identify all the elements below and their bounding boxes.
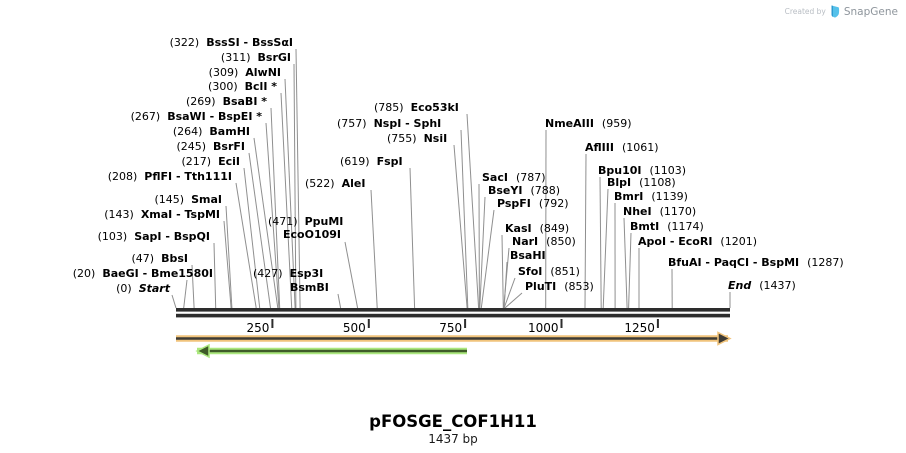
site-label-ecii: (217) EciI (181, 155, 240, 168)
site-label-start: (0) Start (116, 282, 170, 295)
connector-line (461, 130, 468, 308)
site-label-bmti: BmtI (1174) (630, 220, 704, 233)
connector-line (480, 197, 485, 308)
connector-line (624, 218, 627, 308)
site-label-sapi-bspqi: (103) SapI - BspQI (97, 230, 210, 243)
connector-line (629, 233, 631, 308)
site-label-bsrgi: (311) BsrGI (220, 51, 291, 64)
plasmid-name: pFOSGE_COF1H11 (369, 412, 537, 431)
reverse-strand-arrow-head (197, 345, 209, 357)
site-label-bcli: (300) BclI * (208, 80, 277, 93)
site-label-esp3i: (427) Esp3I (253, 267, 324, 280)
connector-line (345, 242, 358, 308)
sequence-line (176, 308, 730, 312)
ruler-number-1250: 1250 (624, 321, 655, 335)
connector-line (338, 294, 341, 308)
connector-line (410, 168, 415, 308)
snapgene-brand-text: SnapGene (843, 5, 898, 18)
connector-line (467, 114, 479, 308)
site-label-bseyi: BseYI (788) (488, 184, 561, 197)
connector-line (184, 280, 187, 308)
site-label-bsabi: (269) BsaBI * (185, 95, 267, 108)
site-label-baegi-bme1580i: (20) BaeGI - Bme1580I (72, 267, 213, 280)
connector-line (600, 177, 601, 308)
site-label-nspi-sphi: (757) NspI - SphI (337, 117, 442, 130)
forward-strand-arrow-head (718, 333, 730, 345)
connector-line (371, 190, 377, 308)
site-label-bpu10i: Bpu10I (1103) (598, 164, 687, 177)
site-label-sfoi: SfoI (851) (518, 265, 580, 278)
site-label-ppumi: (471) PpuMI (268, 215, 344, 228)
site-label-afliii: AflIII (1061) (585, 141, 659, 154)
site-label-bfuai-paqci-bspmi: BfuAI - PaqCI - BspMI (1287) (668, 256, 844, 269)
site-label-fspi: (619) FspI (340, 155, 403, 168)
sequence-line (176, 314, 730, 318)
site-label-saci: SacI (787) (482, 171, 546, 184)
site-label-pspfi: PspFI (792) (497, 197, 569, 210)
site-label-pluti: PluTI (853) (525, 280, 594, 293)
site-label-bsawi-bspei: (267) BsaWI - BspEI * (130, 110, 262, 123)
ruler-number-500: 500 (342, 321, 366, 335)
site-label-bmri: BmrI (1139) (614, 190, 688, 203)
site-label-eco53ki: (785) Eco53kI (374, 101, 459, 114)
connector-line (214, 243, 216, 308)
site-label-bamhi: (264) BamHI (172, 125, 250, 138)
connector-line (172, 295, 176, 308)
ruler-number-250: 250 (246, 321, 270, 335)
connector-line (505, 293, 522, 308)
site-label-ecoo109i: EcoO109I (283, 228, 341, 241)
site-label-nhei: NheI (1170) (623, 205, 697, 218)
site-label-end: End (1437) (728, 279, 796, 292)
ruler-number-1000: 1000 (527, 321, 559, 335)
site-label-kasi: KasI (849) (505, 222, 570, 235)
site-label-xmai-tspmi: (143) XmaI - TspMI (104, 208, 220, 221)
site-label-bsssi-bsss-i: (322) BssSI - BssSαI (169, 36, 293, 49)
site-label-bsrfi: (245) BsrFI (176, 140, 245, 153)
site-label-smai: (145) SmaI (154, 193, 222, 206)
site-label-pflfi-tth111i: (208) PflFI - Tth111I (107, 170, 232, 183)
plasmid-length: 1437 bp (428, 432, 478, 446)
connector-line (603, 189, 608, 308)
title-block (0, 412, 906, 446)
ruler-number-750: 750 (439, 321, 463, 335)
connector-line (502, 235, 503, 308)
site-label-bsmbi: BsmBI (290, 281, 329, 294)
site-label-apoi-ecori: ApoI - EcoRI (1201) (638, 235, 757, 248)
created-by-text: Created by (784, 7, 826, 16)
site-label-nari: NarI (850) (512, 235, 576, 248)
site-label-nsii: (755) NsiI (387, 132, 448, 145)
site-label-nmeaiii: NmeAIII (959) (545, 117, 632, 130)
site-label-alwni: (309) AlwNI (208, 66, 281, 79)
site-label-bbsi: (47) BbsI (131, 252, 188, 265)
site-label-bsahi: BsaHI (510, 249, 546, 262)
connector-line (244, 168, 260, 308)
site-label-blpi: BlpI (1108) (607, 176, 676, 189)
site-label-alei: (522) AleI (305, 177, 366, 190)
